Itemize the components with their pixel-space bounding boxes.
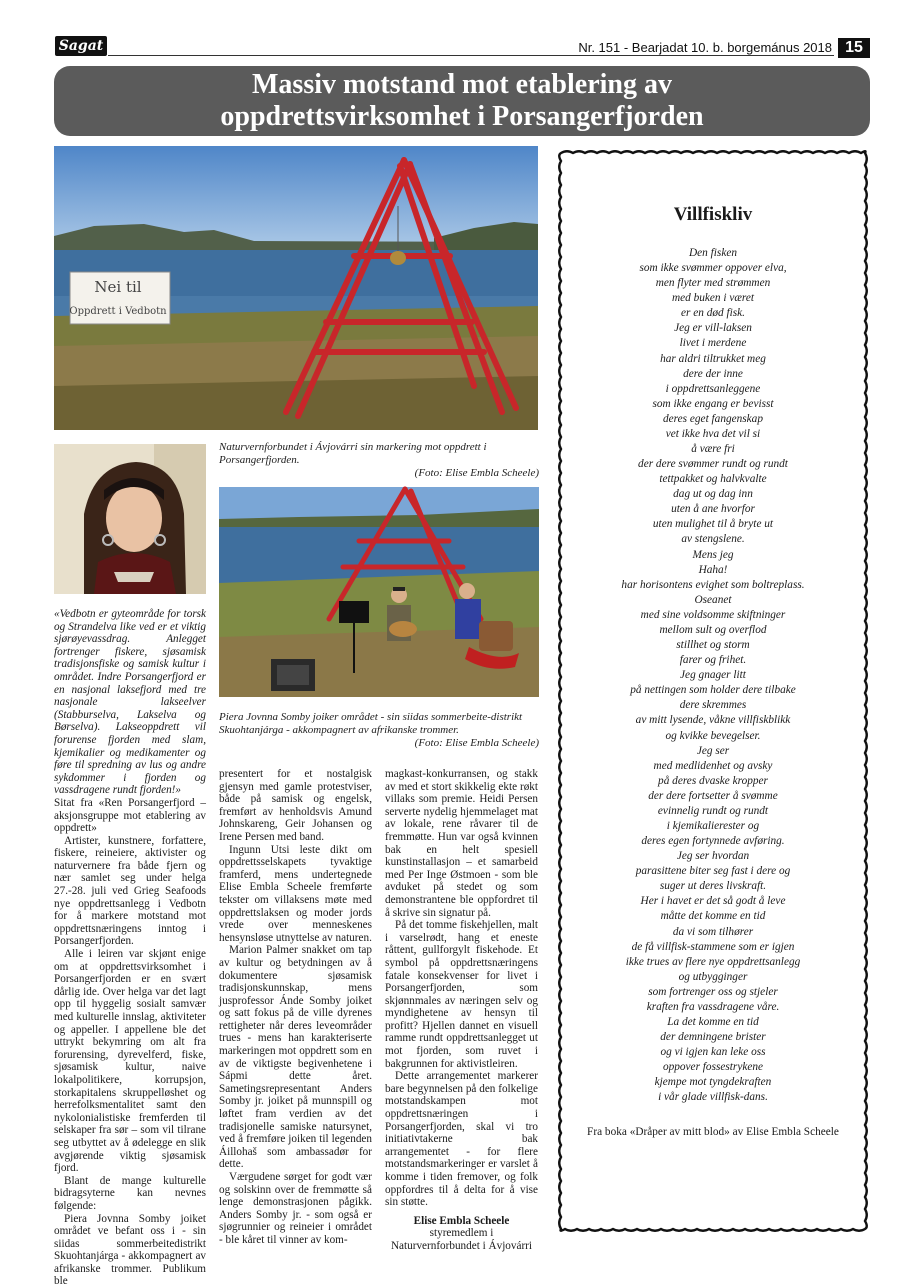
poem-line: mellom sult og overflod [556,623,870,638]
poem-line: deres egen fortynnede avføring. [556,834,870,849]
author-role: styremedlem i Naturvernforbundet i Ávjovárri [391,1227,532,1252]
poem-line: Her i havet er det så godt å leve [556,894,870,909]
poem-line: Haha! [556,563,870,578]
poem-line: på nettingen som holder dere tilbake [556,683,870,698]
sign-text-1: Nei til [94,278,141,296]
poem-line: livet i merdene [556,336,870,351]
article-paragraph: Ingunn Utsi leste dikt om oppdrettsselskapets tyvaktige framferd, mens undertegnede Elise Embla Scheele fremførte tekster om villaksens møte med oppdrettslaksen og moder jords vrede over menneskenes hensynsløse utnyttelse av naturen. [219,844,372,945]
article-column-2 [219,768,372,1247]
poem-line: i vår glade villfisk-dans. [556,1090,870,1105]
poem-line: vet ikke hva det vil si [556,427,870,442]
poem-line: men flyter med strømmen [556,276,870,291]
poem-source: Fra boka «Dråper av mitt blod» av Elise Embla Scheele [556,1126,870,1138]
poem-line: da vi som tilhører [556,925,870,940]
photo-rack-with-sign [54,146,538,430]
caption-bottom-photo [219,711,539,750]
author-signature [385,1215,538,1253]
poem-line: der dere svømmer rundt og rundt [556,457,870,472]
article-paragraph: Sitat fra «Ren Porsangerfjord – aksjonsgruppe mot etablering av oppdrett» [54,797,206,835]
poem-line: Jeg er vill-laksen [556,321,870,336]
poem-line: med sine voldsomme skiftninger [556,608,870,623]
poem-line: måtte det komme en tid [556,909,870,924]
poem-line: La det komme en tid [556,1015,870,1030]
author-name: Elise Embla Scheele [385,1215,538,1228]
poem-line: med medlidenhet og avsky [556,759,870,774]
poem-line: som fortrenger oss og stjeler [556,985,870,1000]
photo-credit-top: (Foto: Elise Embla Scheele) [219,467,539,480]
poem-line: evinnelig rundt og rundt [556,804,870,819]
poem-line: dere skremmes [556,698,870,713]
poem-line: å være fri [556,442,870,457]
page-number: 15 [838,38,870,58]
article-paragraph: Blant de mange kulturelle bidragsyterne kan nevnes følgende: [54,1175,206,1213]
photo-joik-performance [219,487,539,697]
article-paragraph: Værgudene sørget for godt vær og solskinn over de fremmøtte så lenge demonstrasjonen pågikk. Anders Somby jr. - som også er sjøgrunnier og reineier i området - ble kåret til vinner av kom- [219,1171,372,1247]
sign-text-2: Oppdrett i Vedbotn [69,306,167,317]
poem-line: parasittene biter seg fast i dere og [556,864,870,879]
poem-line: Jeg gnager litt [556,668,870,683]
poem-line: i oppdrettsanleggene [556,382,870,397]
poem-line: suger ut deres livskraft. [556,879,870,894]
article-paragraph: Marion Palmer snakket om tap av kultur og betydningen av å dokumentere sjøsamisk tradisjonskunnskap, mens jusprofessor Ánde Somby joiket og satt fokus på de ville dyrenes rettigheter når deres leveområder trues - mens han karakteriserte markeringen mot oppdrett som en av de viktigste begivenhetene i Sápmi dette året. Sametingsrepresentant Anders Somby jr. joiket på munnspill og løftet fram verdien av det tradisjonelle samiske natursynet, ved å fremføre joiken til legenden Áillohaš som ambassadør for dette. [219,944,372,1171]
poem-line: der demningene brister [556,1030,870,1045]
caption-top-photo [219,441,539,480]
article-paragraph: Alle i leiren var skjønt enige om at oppdrettsvirksomhet i Porsangerfjorden er en svært dårlig ide. Over helga var det lagt opp til hyggelig sosialt samvær med kulturelle innslag, aktiviteter og appeller. I appellene ble det uttrykt bekymring om alt fra forurensing, dyrevelferd, fiske, sjøsamisk kultur, naive lokalpolitikere, korrupsjon, storkapitalens skruppelløshet og herrefolksmentalitet samt den nykolonialistiske fremferden til selskaper fra sør – som vil tilrane seg utbyttet av å ødelegge en slik avgjørende viktig sjøsamisk fjord. [54,948,206,1175]
poem-line: Oseanet [556,593,870,608]
newspaper-logo: Sagat [55,36,107,56]
poem-line: farer og frihet. [556,653,870,668]
poem-line: uten mulighet til å bryte ut [556,517,870,532]
poem-line: de få villfisk-stammene som er igjen [556,940,870,955]
photo-portrait [54,444,206,594]
poem-line: kjempe mot tyngdekraften [556,1075,870,1090]
poem-line: som ikke svømmer oppover elva, [556,261,870,276]
poem-line: dere der inne [556,367,870,382]
poem-line: i kjemikalierester og [556,819,870,834]
poem-line: som ikke engang er bevisst [556,397,870,412]
poem-line: Mens jeg [556,548,870,563]
poem-line: på deres dvaske kropper [556,774,870,789]
article-quote: «Vedbotn er gyteområde for torsk og Strandelva like ved er et viktig sjørøyevassdrag. Anlegget fortrenger fiskere, sjøsamisk tradisjonsfiske og samisk kultur i området. Indre Porsangerfjord er en nasjonal laksefjord med tre nasjonale lakseelver (Stabburselva, Lakselva og Børselva). Lakseoppdrett vil forurense fjorden med slam, kjemikalier og medikamenter og føre til spredning av lus og andre sykdommer i fjorden og vassdragene rundt fjorden!» [54,608,206,797]
poem-line: og kvikke bevegelser. [556,729,870,744]
poem-line: med buken i været [556,291,870,306]
poem-line: har horisontens evighet som boltreplass. [556,578,870,593]
poem-line: av stengslene. [556,532,870,547]
poem-line: tettpakket og halvkvalte [556,472,870,487]
poem-title: Villfiskliv [556,204,870,226]
poem-body [556,246,870,1105]
poem-box [556,148,870,1234]
headline-line-1: Massiv motstand mot etablering av [54,69,870,101]
poem-line: Jeg ser [556,744,870,759]
headline-banner [54,66,870,136]
article-paragraph: Dette arrangementet markerer bare begynnelsen på den folkelige motstandskampen mot oppdrettsnæringen i Porsangerfjorden, skal vi tro initiativtakerne bak arrangementet - for flere motstandsmarkeringer er varslet å komme i tiden fremover, og folk oppfordres til å delta for å vise sin støtte. [385,1070,538,1209]
poem-line: og vi igjen kan leke oss [556,1045,870,1060]
poem-line: dag ut og dag inn [556,487,870,502]
article-paragraph: Piera Jovnna Somby joiket området ve befant oss i - sin siidas sommerbeitedistrikt Skuohtanjárga - akkompagnert av afrikanske trommer. Publikum ble [54,1213,206,1288]
article-paragraph: magkast-konkurransen, og stakk av med et stort skikkelig ekte røkt villaks som premie. Heidi Persen serverte nydelig hjemmelaget mat av lokale, rene råvarer til de fremmøtte. Hun var også kvinnen bak en helt spesiell kunstinstallasjon – et samarbeid med Per Inge Østmoen - som ble avduket på stedet og som demonstrantene ble oppfordret til å skrive sin signatur på. [385,768,538,919]
poem-line: Jeg ser hvordan [556,849,870,864]
photo-credit-bottom: (Foto: Elise Embla Scheele) [219,737,539,750]
header-rule [108,55,834,56]
article-paragraph: presentert for et nostalgisk gjensyn med gamle protestviser, både på samisk og engelsk, fremført av henholdsvis Amund Johnskareng, Geir Johansen og Irene Persen med band. [219,768,372,844]
poem-line: ikke trues av flere nye oppdrettsanlegg [556,955,870,970]
poem-line: kraften fra vassdragene våre. [556,1000,870,1015]
article-column-1 [54,608,206,1288]
poem-line: har aldri tiltrukket meg [556,352,870,367]
poem-line: deres eget fangenskap [556,412,870,427]
poem-line: oppover fossestrykene [556,1060,870,1075]
issue-info: Nr. 151 - Bearjadat 10. b. borgemánus 2018 [578,40,832,55]
poem-line: er en død fisk. [556,306,870,321]
poem-line: Den fisken [556,246,870,261]
poem-line: stillhet og storm [556,638,870,653]
poem-line: av mitt lysende, våkne villfiskblikk [556,713,870,728]
poem-line: der dere fortsetter å svømme [556,789,870,804]
article-column-3 [385,768,538,1253]
caption-top-text: Naturvernforbundet i Ávjovárri sin markering mot oppdrett i Porsangerfjorden. [219,441,487,466]
headline-line-2: oppdrettsvirksomhet i Porsangerfjorden [54,101,870,133]
caption-bottom-text: Piera Jovnna Somby joiker området - sin siidas sommerbeite-distrikt Skuohtanjárga - akkompagnert av afrikanske trommer. [219,711,522,736]
poem-line: og utbygginger [556,970,870,985]
article-paragraph: Artister, kunstnere, forfattere, fiskere, reineiere, aktivister og naturvernere fra både fjern og nær samlet seg under helga 27.-28. juli ved Grieg Seafoods nye oppdrettsanlegg i Vedbotn for å markere motstand mot oppdrettsnæringens inntog i Porsangerfjorden. [54,835,206,948]
poem-line: uten å ane hvorfor [556,502,870,517]
article-paragraph: På det tomme fiskehjellen, malt i varselrødt, hang et eneste råttent, gullforgylt fiskehode. Et symbol på oppdrettsnæringens fatale konsekvenser for livet i Porsangerfjorden, som skjønnmales av næringen selv og myndighetene av hensyn til profitt? Hjellen dannet en visuell ramme rundt oppdrettsanlegget ut mot fjorden, som ruvet i bakgrunnen for aktivistleiren. [385,919,538,1070]
